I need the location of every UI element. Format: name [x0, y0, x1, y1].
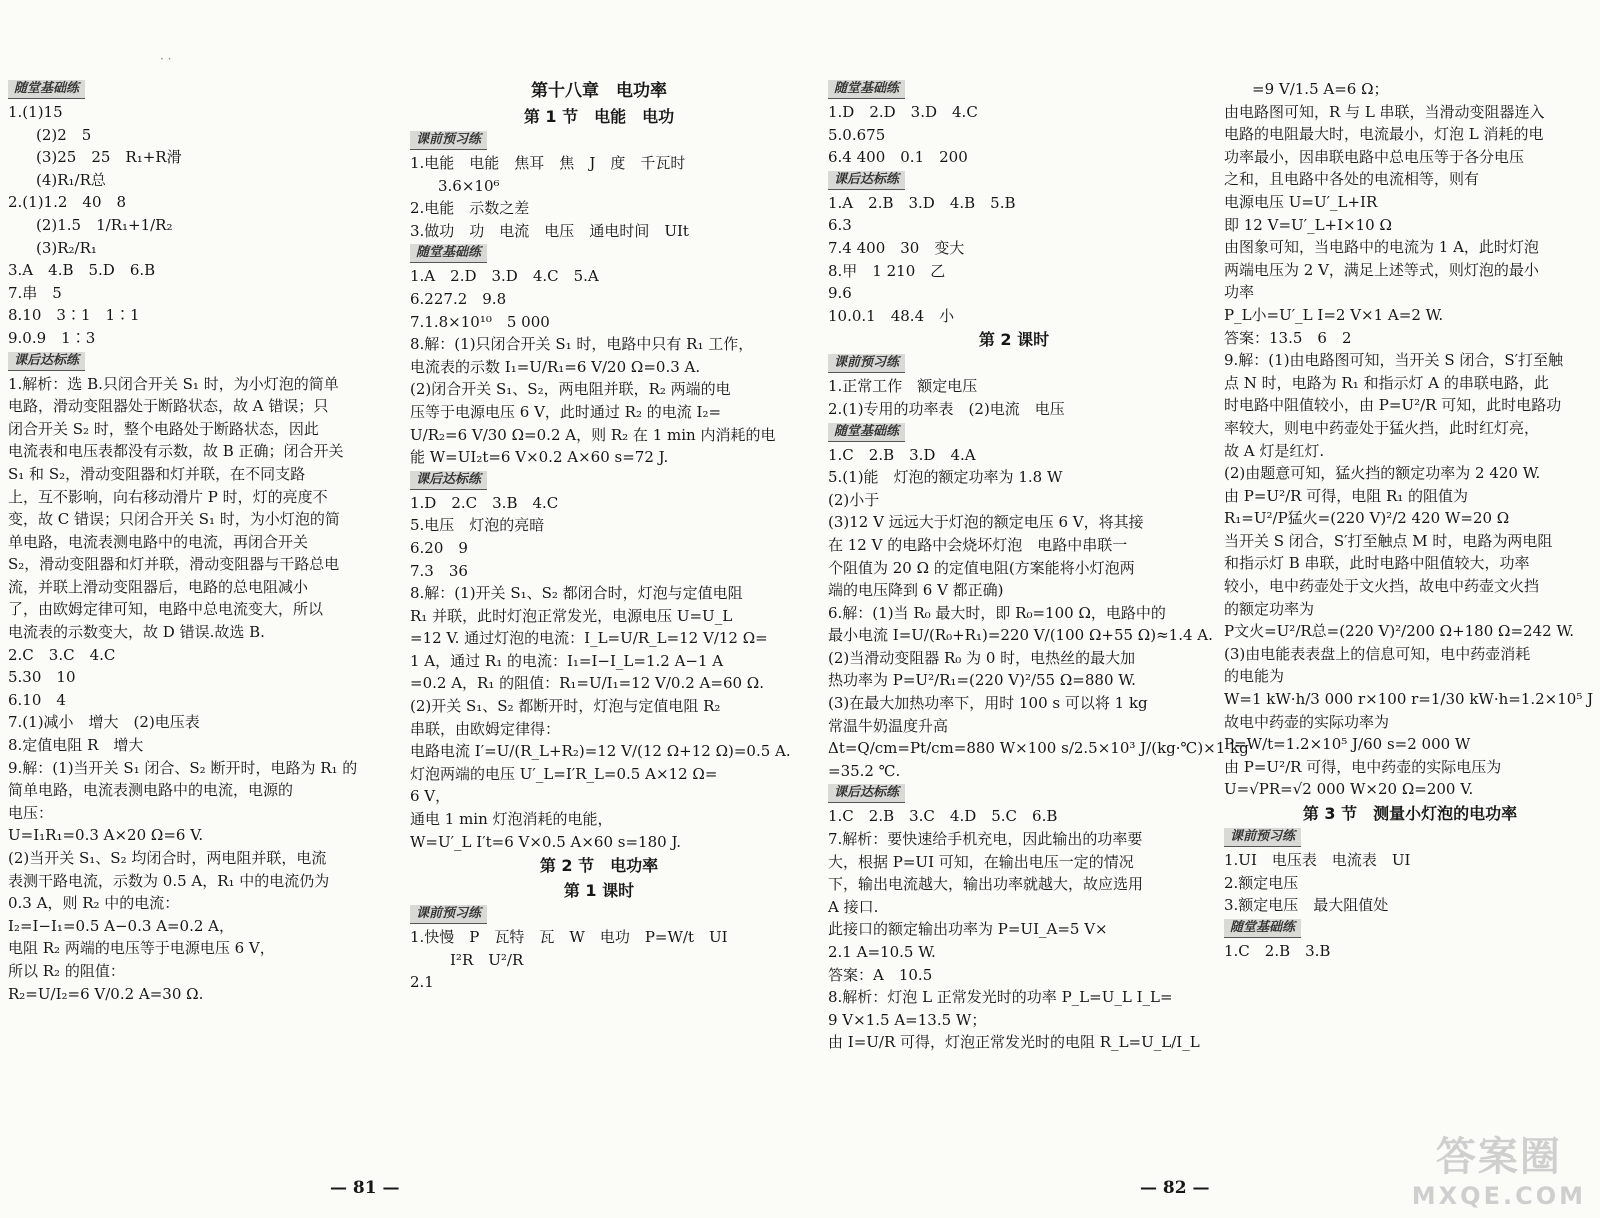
answer-line: Δt=Q/cm=Pt/cm=880 W×100 s/2.5×10³ J/(kg·℃)×1 kg	[828, 739, 1249, 758]
answer-line: 8.解析：灯泡 L 正常发光时的功率 P_L=U_L I_L=	[828, 988, 1173, 1007]
answer-line: 单电路，电流表测电路中的电流，再闭合开关	[8, 532, 309, 551]
answer-line: 时电路中阻值较小，由 P=U²/R 可知，此时电路功	[1224, 396, 1562, 415]
section-header-row	[1224, 826, 1596, 849]
answer-line: 9.0.9 1∶3	[8, 328, 96, 347]
answer-line: 由 P=U²/R 可得，电阻 R₁ 的阻值为	[1224, 486, 1469, 505]
answer-line: =0.2 A，R₁ 的阻值：R₁=U/I₁=12 V/0.2 A=60 Ω.	[410, 674, 765, 693]
answer-line: U=√PR=√2 000 W×20 Ω=200 V.	[1224, 780, 1474, 799]
column-2	[410, 68, 791, 1218]
answer-line: P=W/t=1.2×10⁵ J/60 s=2 000 W	[1224, 735, 1471, 754]
answer-line: 8.定值电阻 R 增大	[8, 736, 144, 755]
answer-line: 7.串 5	[8, 283, 62, 302]
answer-line: 5.30 10	[8, 668, 76, 687]
section-header-row	[8, 78, 386, 101]
answer-line: 电阻 R₂ 两端的电压等于电源电压 6 V，	[8, 939, 275, 958]
answer-line: 电路电流 I′=U/(R_L+R₂)=12 V/(12 Ω+12 Ω)=0.5 A.	[410, 742, 791, 761]
answer-line: =12 V. 通过灯泡的电流：I_L=U/R_L=12 V/12 Ω=	[410, 629, 768, 648]
section-header: 课后达标练	[410, 471, 487, 490]
section-title: 第 3 节 测量小灯泡的电功率	[1302, 804, 1518, 823]
answer-line: (2)开关 S₁、S₂ 都断开时，灯泡与定值电阻 R₂	[410, 697, 721, 716]
answer-line: 1.快慢 P 瓦特 瓦 W 电功 P=W/t UI	[410, 928, 728, 947]
answer-line: 2.(1)1.2 40 8	[8, 193, 127, 212]
section-header: 随堂基础练	[410, 244, 487, 263]
answer-line: 2.(1)专用的功率表 (2)电流 电压	[828, 399, 1065, 418]
answer-line: =35.2 ℃.	[828, 761, 901, 780]
answer-line: U=I₁R₁=0.3 A×20 Ω=6 V.	[8, 826, 204, 845]
answer-line: 即 12 V=U′_L+I×10 Ω	[1224, 215, 1392, 234]
answer-line: 能 W=UI₂t=6 V×0.2 A×60 s=72 J.	[410, 448, 669, 467]
page-left	[8, 68, 791, 1218]
answer-line: U/R₂=6 V/30 Ω=0.2 A，则 R₂ 在 1 min 内消耗的电	[410, 425, 776, 444]
answer-line: 由 I=U/R 可得，灯泡正常发光时的电阻 R_L=U_L/I_L	[828, 1033, 1200, 1052]
answer-line: 由 P=U²/R 可得，电中药壶的实际电压为	[1224, 757, 1502, 776]
answer-line: 1.C 2.B 3.C 4.D 5.C 6.B	[828, 807, 1058, 826]
answer-line: 1.正常工作 额定电压	[828, 377, 978, 396]
scan-mark: · ·	[160, 52, 172, 66]
answer-line: 大，根据 P=UI 可知，在输出电压一定的情况	[828, 852, 1134, 871]
section-header: 课后达标练	[828, 171, 905, 190]
answer-line: 当开关 S 闭合，S′打至触点 M 时，电路为两电阻	[1224, 531, 1553, 550]
section-header-row	[828, 782, 1200, 805]
answer-line: 个阻值为 20 Ω 的定值电阻(方案能将小灯泡两	[828, 558, 1135, 577]
column-1	[8, 68, 386, 1218]
answer-line: 电流表的示数变大，故 D 错误.故选 B.	[8, 623, 265, 642]
section-header-row	[1224, 917, 1596, 940]
answer-line: 之和，且电路中各处的电流相等，则有	[1224, 170, 1480, 189]
answer-line: 灯泡两端的电压 U′_L=I′R_L=0.5 A×12 Ω=	[410, 764, 718, 783]
answer-line: 6.20 9	[410, 538, 468, 557]
section-header-row	[410, 903, 788, 926]
answer-line: (2)2 5	[36, 125, 92, 144]
answer-line: 上，互不影响，向右移动滑片 P 时，灯的亮度不	[8, 487, 328, 506]
answer-line: R₁=U²/P猛火=(220 V)²/2 420 W=20 Ω	[1224, 509, 1510, 528]
answer-line: 闭合开关 S₂ 时，整个电路处于断路状态，因此	[8, 419, 319, 438]
answer-line: (3)在最大加热功率下，用时 100 s 可以将 1 kg	[828, 694, 1148, 713]
answer-line: 9.解：(1)当开关 S₁ 闭合、S₂ 断开时，电路为 R₁ 的	[8, 758, 358, 777]
answer-line: 电源电压 U=U′_L+IR	[1224, 192, 1378, 211]
answer-line: (3)25 25 R₁+R滑	[36, 148, 182, 167]
answer-line: (3)R₂/R₁	[36, 238, 97, 257]
answer-line: 答案：13.5 6 2	[1224, 328, 1352, 347]
answer-line: 5.电压 灯泡的亮暗	[410, 516, 545, 535]
answer-line: 电流表的示数 I₁=U/R₁=6 V/20 Ω=0.3 A.	[410, 357, 701, 376]
answer-line: 5.0.675	[828, 125, 886, 144]
answer-line: 电压：	[8, 803, 54, 822]
answer-line: 两端电压为 2 V，满足上述等式，则灯泡的最小	[1224, 260, 1539, 279]
answer-line: =9 V/1.5 A=6 Ω；	[1252, 80, 1389, 98]
answer-line: 电路，滑动变阻器处于断路状态，故 A 错误；只	[8, 397, 329, 416]
answer-line: 9.解：(1)由电路图可知，当开关 S 闭合，S′打至触	[1224, 351, 1564, 370]
chapter-title: 第十八章 电功率	[531, 81, 667, 101]
answer-line: 2.1	[410, 973, 434, 992]
answer-line: 8.解：(1)开关 S₁、S₂ 都闭合时，灯泡与定值电阻	[410, 584, 743, 603]
answer-line: R₁ 并联，此时灯泡正常发光，电源电压 U=U_L	[410, 606, 733, 625]
answer-line: (4)R₁/R总	[36, 170, 106, 189]
answer-line: 1.A 2.B 3.D 4.B 5.B	[828, 193, 1016, 212]
watermark-en: MXQE.COM	[1411, 1182, 1586, 1210]
section-header-row	[828, 352, 1200, 375]
answer-line: 下，输出电流越大，输出功率就越大，故应选用	[828, 875, 1144, 894]
answer-line: (2)小于	[828, 490, 880, 509]
answer-line: 所以 R₂ 的阻值：	[8, 961, 125, 980]
answer-line: 7.解析：要快速给手机充电，因此输出的功率要	[828, 830, 1143, 849]
answer-line: 串联，由欧姆定律得：	[410, 719, 561, 738]
answer-line: 和指示灯 B 串联，此时电路中阻值较大，功率	[1224, 554, 1530, 573]
answer-line: 了，由欧姆定律可知，电路中总电流变大，所以	[8, 600, 324, 619]
answer-line: 流，并联上滑动变阻器后，电路的总电阻减小	[8, 577, 309, 596]
answer-line: 压等于电源电压 6 V，此时通过 R₂ 的电流 I₂=	[410, 402, 722, 421]
section-header: 课前预习练	[410, 131, 487, 150]
section-header-row	[828, 78, 1200, 101]
answer-line: 由图象可知，当电路中的电流为 1 A，此时灯泡	[1224, 238, 1539, 257]
answer-line: (2)由题意可知，猛火挡的额定功率为 2 420 W.	[1224, 464, 1541, 483]
answer-line: 答案：A 10.5	[828, 965, 933, 984]
section-title: 第 2 课时	[978, 330, 1050, 350]
section-header: 课后达标练	[8, 352, 85, 371]
answer-line: 此接口的额定输出功率为 P=UI_A=5 V×	[828, 920, 1108, 939]
answer-line: 5.(1)能 灯泡的额定功率为 1.8 W	[828, 468, 1063, 487]
answer-line: 6.4 400 0.1 200	[828, 148, 968, 167]
answer-line: 3.做功 功 电流 电压 通电时间 UIt	[410, 221, 689, 240]
answer-line: 较小，电中药壶处于文火挡，故电中药壶文火挡	[1224, 577, 1540, 596]
answer-line: 3.A 4.B 5.D 6.B	[8, 261, 156, 280]
answer-line: 3.6×10⁶	[438, 176, 500, 195]
section-header-row	[828, 421, 1200, 444]
answer-line: (2)1.5 1/R₁+1/R₂	[36, 215, 173, 234]
answer-line: 1.D 2.D 3.D 4.C	[828, 103, 978, 121]
watermark-logo	[1412, 1125, 1586, 1210]
section-header: 随堂基础练	[828, 423, 905, 442]
answer-line: 1.(1)15	[8, 103, 63, 121]
answer-line: P文火=U²/R总=(220 V)²/200 Ω+180 Ω=242 W.	[1224, 622, 1575, 641]
section-header: 随堂基础练	[8, 80, 85, 99]
answer-line: 7.(1)减小 增大 (2)电压表	[8, 713, 200, 732]
answer-line: 1.C 2.B 3.B	[1224, 941, 1331, 960]
answer-line: (3)12 V 远远大于灯泡的额定电压 6 V，将其接	[828, 513, 1144, 532]
answer-line: 表测干路电流，示数为 0.5 A，R₁ 中的电流仍为	[8, 871, 330, 890]
answer-line: 端的电压降到 6 V 都正确)	[828, 581, 1004, 600]
section-title: 第 1 节 电能 电功	[523, 107, 675, 126]
answer-line: 6.10 4	[8, 690, 66, 709]
answer-line: 9.6	[828, 284, 852, 303]
answer-line: 的电能为	[1224, 667, 1285, 686]
answer-line: A 接口.	[828, 897, 879, 916]
column-4	[1224, 68, 1596, 1218]
answer-line: 1.D 2.C 3.B 4.C	[410, 493, 559, 512]
answer-line: 2.电能 示数之差	[410, 199, 530, 218]
answer-line: 7.3 36	[410, 561, 468, 580]
answer-line: 2.C 3.C 4.C	[8, 645, 116, 664]
answer-line: 电路的电阻最大时，电流最小，灯泡 L 消耗的电	[1224, 125, 1544, 144]
answer-line: 由电路图可知，R 与 L 串联，当滑动变阻器连入	[1224, 102, 1545, 121]
answer-line: 1.UI 电压表 电流表 UI	[1224, 851, 1411, 869]
answer-line: 7.1.8×10¹⁰ 5 000	[410, 312, 550, 331]
section-header-row	[410, 469, 788, 492]
answer-line: 1.电能 电能 焦耳 焦 J 度 千瓦时	[410, 154, 686, 172]
section-header-row	[410, 242, 788, 265]
answer-line: S₂，滑动变阻器和灯并联，滑动变阻器与干路总电	[8, 555, 340, 574]
answer-line: 6.解：(1)当 R₀ 最大时，即 R₀=100 Ω，电路中的	[828, 603, 1166, 622]
answer-line: I²R U²/R	[450, 950, 524, 969]
answer-line: 故 A 灯是红灯.	[1224, 441, 1325, 460]
answer-line: 2.1 A=10.5 W.	[828, 943, 936, 961]
section-header-row	[828, 169, 1200, 192]
section-header: 随堂基础练	[828, 80, 905, 99]
answer-line: W=U′_L I′t=6 V×0.5 A×60 s=180 J.	[410, 832, 682, 851]
column-3	[828, 68, 1249, 1218]
answer-line: (3)由电能表表盘上的信息可知，电中药壶消耗	[1224, 644, 1531, 663]
section-header-row	[410, 129, 788, 152]
answer-line: 点 N 时，电路为 R₁ 和指示灯 A 的串联电路，此	[1224, 373, 1549, 392]
answer-line: 率较大，则电中药壶处于猛火挡，此时红灯亮，	[1224, 418, 1540, 437]
answer-line: 2.额定电压	[1224, 873, 1299, 892]
answer-line: 9 V×1.5 A=13.5 W；	[828, 1010, 987, 1029]
page-number-left: — 81 —	[330, 1178, 400, 1198]
answer-line: P_L小=U′_L I=2 V×1 A=2 W.	[1224, 305, 1444, 324]
answer-line: 8.甲 1 210 乙	[828, 261, 946, 280]
answer-line: 7.4 400 30 变大	[828, 238, 965, 257]
section-header-row	[8, 350, 386, 373]
answer-line: 通电 1 min 灯泡消耗的电能，	[410, 810, 613, 829]
section-title: 第 1 课时	[563, 881, 635, 901]
answer-line: 最小电流 I=U/(R₀+R₁)=220 V/(100 Ω+55 Ω)≈1.4 A.	[828, 626, 1213, 645]
answer-line: 0.3 A，则 R₂ 中的电流：	[8, 894, 180, 913]
answer-line: 3.额定电压 最大阻值处	[1224, 896, 1389, 915]
page-right	[828, 68, 1596, 1218]
answer-line: (2)当滑动变阻器 R₀ 为 0 时，电热丝的最大加	[828, 648, 1136, 667]
section-header: 课后达标练	[828, 784, 905, 803]
answer-line: 简单电路，电流表测电路中的电流，电源的	[8, 781, 294, 800]
answer-line: 10.0.1 48.4 小	[828, 306, 955, 325]
answer-line: 在 12 V 的电路中会烧坏灯泡 电路中串联一	[828, 535, 1128, 554]
answer-line: 故电中药壶的实际功率为	[1224, 712, 1390, 731]
answer-line: I₂=I−I₁=0.5 A−0.3 A=0.2 A，	[8, 916, 235, 935]
answer-line: 1.C 2.B 3.D 4.A	[828, 445, 976, 464]
section-header: 课前预习练	[410, 905, 487, 924]
answer-line: 8.解：(1)只闭合开关 S₁ 时，电路中只有 R₁ 工作，	[410, 335, 754, 354]
answer-line: 6 V，	[410, 787, 451, 806]
answer-line: 6.227.2 9.8	[410, 289, 507, 308]
answer-line: W=1 kW·h/3 000 r×100 r=1/30 kW·h=1.2×10⁵ J	[1224, 690, 1594, 709]
answer-line: 8.10 3∶1 1∶1	[8, 306, 140, 325]
answer-line: 功率最小，因串联电路中总电压等于各分电压	[1224, 147, 1525, 166]
watermark-cn: 答案圈	[1435, 1134, 1562, 1180]
answer-line: (2)当开关 S₁、S₂ 均闭合时，两电阻并联，电流	[8, 849, 327, 867]
answer-line: 1 A，通过 R₁ 的电流：I₁=I−I_L=1.2 A−1 A	[410, 651, 724, 670]
answer-line: 常温牛奶温度升高	[828, 716, 949, 735]
answer-line: 变，故 C 错误；只闭合开关 S₁ 时，为小灯泡的简	[8, 510, 340, 529]
answer-line: (2)闭合开关 S₁、S₂，两电阻并联，R₂ 两端的电	[410, 380, 731, 399]
answer-line: 1.A 2.D 3.D 4.C 5.A	[410, 267, 599, 286]
answer-line: 的额定功率为	[1224, 599, 1315, 618]
section-header: 课前预习练	[828, 354, 905, 373]
answer-line: 6.3	[828, 216, 852, 235]
answer-line: 热功率为 P=U²/R₁=(220 V)²/55 Ω=880 W.	[828, 671, 1136, 690]
section-header: 课前预习练	[1224, 828, 1301, 847]
answer-line: S₁ 和 S₂，滑动变阻器和灯并联，在不同支路	[8, 464, 306, 483]
page-number-right: — 82 —	[1140, 1178, 1210, 1198]
answer-line: R₂=U/I₂=6 V/0.2 A=30 Ω.	[8, 984, 204, 1003]
answer-line: 功率	[1224, 283, 1255, 302]
section-header: 随堂基础练	[1224, 919, 1301, 938]
answer-line: 1.解析：选 B.只闭合开关 S₁ 时，为小灯泡的简单	[8, 374, 339, 393]
section-title: 第 2 节 电功率	[539, 856, 659, 876]
answer-line: 电流表和电压表都没有示数，故 B 正确；闭合开关	[8, 442, 344, 461]
